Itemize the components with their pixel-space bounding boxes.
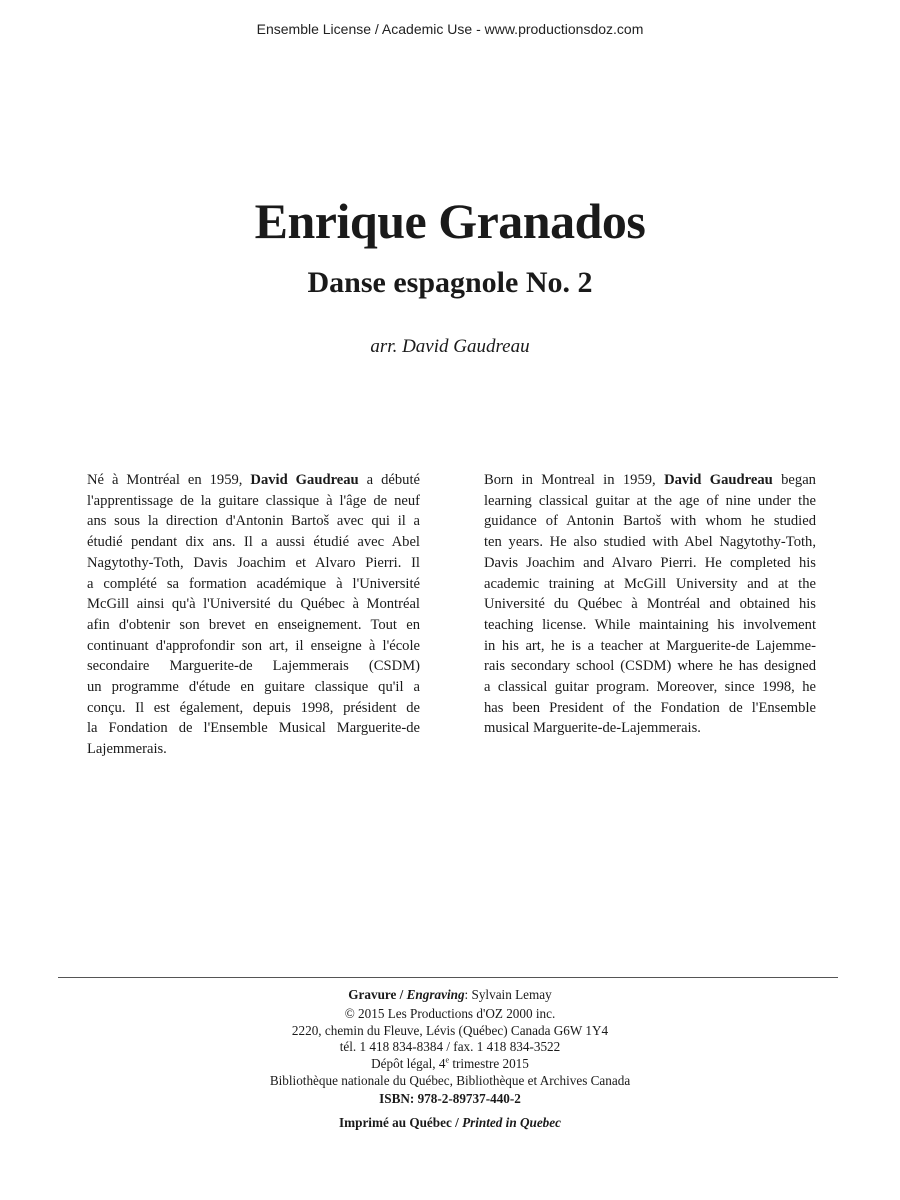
engraving-credit: Gravure / Engraving: Sylvain Lemay [348,987,552,1002]
address-line: 2220, chemin du Fleuve, Lévis (Québec) Canada G6W 1Y4 [291,1022,609,1038]
piece-title: Danse espagnole No. 2 [307,266,593,299]
bio-line: secondaire Marguerite-de Lajemmerais (CSDM) [87,658,420,675]
bio-line: Lajemmerais. [87,741,167,758]
bio-line: ans sous la direction d'Antonin Bartoš avec qui il a [87,513,420,530]
bio-line: Nagytothy-Toth, Davis Joachim et Alvaro Pierri. Il [87,554,420,571]
bio-line: afin d'obtenir son brevet en enseignement. Tout en [87,616,420,633]
libraries-line: Bibliothèque nationale du Québec, Bibliothèque et Archives Canada [269,1072,631,1088]
arranger-name-bold: David Gaudreau [250,472,359,488]
bio-line: learning classical guitar at the age of nine under the [484,492,816,509]
bio-line: a complété sa formation académique à l'Université [87,575,420,592]
bio-line: la Fondation de l'Ensemble Musical Marguerite-de [87,720,420,737]
bio-line: étudié pendant dix ans. Il a aussi étudié avec Abel [87,534,420,551]
bio-line: musical Marguerite-de-Lajemmerais. [484,720,701,737]
isbn: ISBN: 978-2-89737-440-2 [379,1091,521,1106]
arranger-name-bold: David Gaudreau [664,472,773,488]
bio-line: Né à Montréal en 1959, David Gaudreau a débuté [87,472,420,488]
bio-line: ten years. He also studied with Abel Nagytothy-Toth, [484,534,816,551]
bio-line: un programme d'étude en guitare classique qu'il a [87,679,420,696]
license-notice: Ensemble License / Academic Use - www.productionsdoz.com [256,21,644,37]
bio-line: in his art, he is a teacher at Marguerite-de Lajemme- [484,637,816,654]
bio-line: academic training at McGill University and at the [484,575,816,592]
footer-divider [58,977,838,978]
bio-line: has been President of the Fondation de l'Ensemble [484,699,816,716]
bio-line: l'apprentissage de la guitare classique à l'âge de neuf [87,492,420,509]
composer-name: Enrique Granados [254,193,646,249]
copyright-line: © 2015 Les Productions d'OZ 2000 inc. [344,1006,556,1021]
bio-line: guidance of Antonin Bartoš with whom he studied [484,513,816,530]
bio-line: teaching license. While maintaining his involvement [484,616,816,633]
bio-line: rais secondary school (CSDM) where he has designed [484,658,816,675]
phone-line: tél. 1 418 834-8384 / fax. 1 418 834-3522 [339,1039,561,1054]
legal-deposit [0,1056,900,1089]
biography-french [87,470,420,760]
bio-line: McGill ainsi qu'à l'Université du Québec à Montréal [87,596,420,613]
biography-english [484,470,816,739]
bio-line: Davis Joachim and Alvaro Pierri. He completed his [484,554,816,571]
printed-in: Imprimé au Québec / Printed in Quebec [339,1115,561,1130]
bio-line: Université du Québec à Montréal and obtained his [484,596,816,613]
bio-line: a classical guitar program. Moreover, since 1998, he [484,679,816,696]
depot-line: Dépôt légal, 4e trimestre 2015 [371,1055,529,1071]
bio-line: continuant d'approfondir son art, il enseigne à l'école [87,637,420,654]
arranger-credit: arr. David Gaudreau [370,336,530,357]
bio-line: conçu. Il est également, depuis 1998, président de [87,699,420,716]
bio-line: Born in Montreal in 1959, David Gaudreau began [484,472,816,488]
publisher-info [0,1006,900,1056]
